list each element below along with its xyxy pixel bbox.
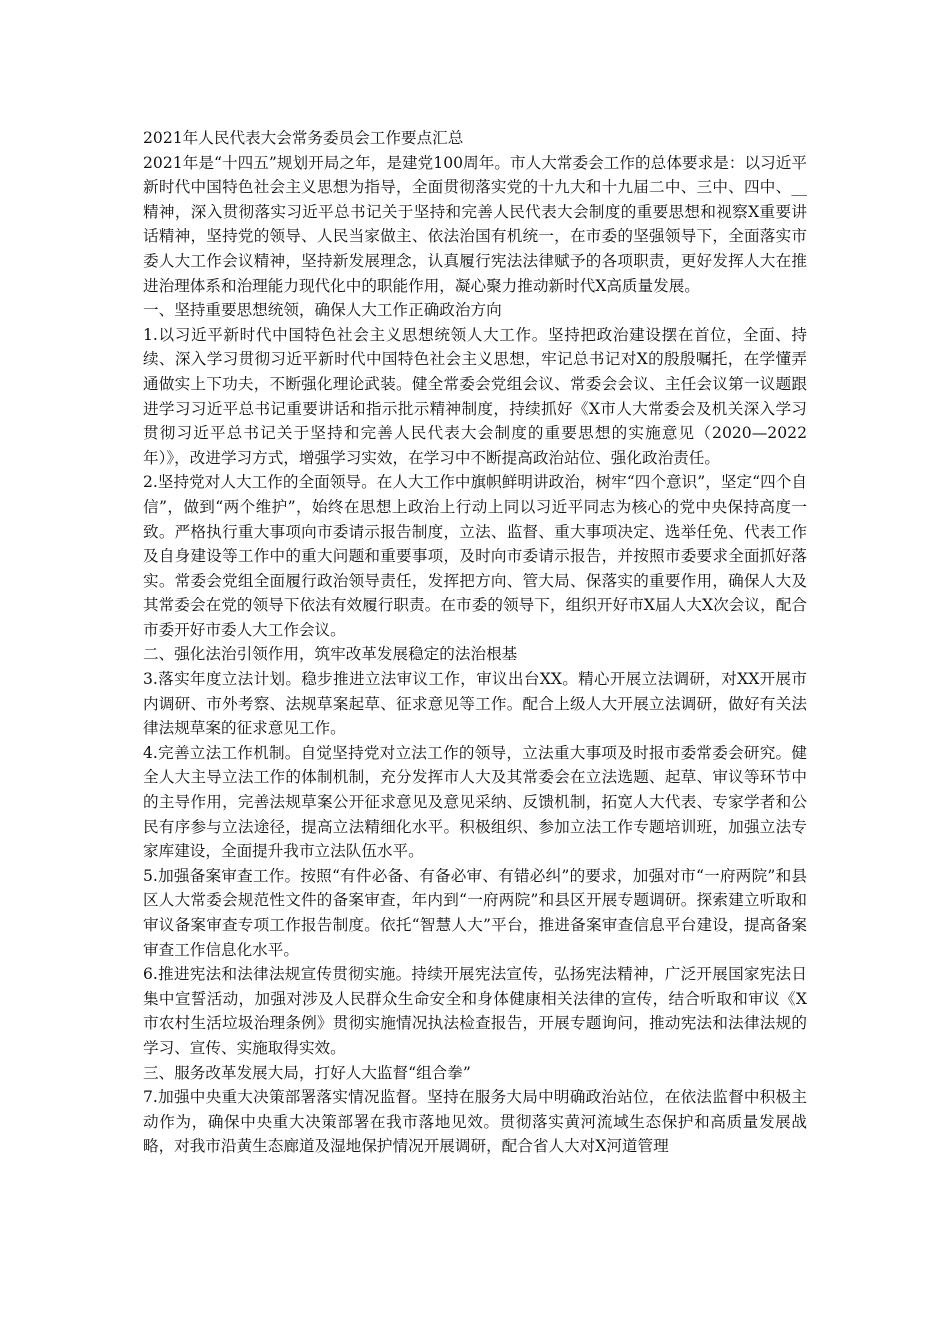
item-paragraph-2: 2.坚持党对人大工作的全面领导。在人大工作中旗帜鲜明讲政治，树牢“四个意识”，坚定“四个自信”，做到“两个维护”，始终在思想上政治上行动上同以习近平同志为核心的党中央保持高度一致。严格执行重大事项向市委请示报告制度，立法、监督、重大事项决定、选举任免、代表工作及自身建设等工作中的重大问题和重要事项，及时向市委请示报告，并按照市委要求全面抓好落实。常委会党组全面履行政治领导责任，发挥把方向、管大局、保落实的重要作用，确保人大及其常委会在党的领导下依法有效履行职责。在市委的领导下，组织开好市X届人大X次会议，配合市委开好市委人大工作会议。 [143,473,807,639]
item-paragraph-3: 3.落实年度立法计划。稳步推进立法审议工作，审议出台XX。精心开展立法调研，对XX开展市内调研、市外考察、法规草案起草、征求意见等工作。配合上级人大开展立法调研，做好有关法律法规草案的征求意见工作。 [143,670,807,738]
section-heading-2: 二、强化法治引领作用，筑牢改革发展稳定的法治根基 [143,645,518,664]
section-heading-1: 一、坚持重要思想统领，确保人大工作正确政治方向 [143,301,502,320]
section-heading-3: 三、服务改革发展大局，打好人大监督“组合拳” [143,1063,471,1082]
document-body [143,126,807,1159]
intro-paragraph: 2021年是“十四五”规划开局之年，是建党100周年。市人大常委会工作的总体要求是：以习近平新时代中国特色社会主义思想为指导，全面贯彻落实党的十九大和十九届二中、三中、四中、__精神，深入贯彻落实习近平总书记关于坚持和完善人民代表大会制度的重要思想和视察X重要讲话精神，坚持党的领导、人民当家做主、依法治国有机统一，在市委的坚强领导下，全面落实市委人大工作会议精神，坚持新发展理念，认真履行宪法法律赋予的各项职责，更好发挥人大在推进治理体系和治理能力现代化中的职能作用，凝心聚力推动新时代X高质量发展。 [143,153,807,295]
document-title: 2021年人民代表大会常务委员会工作要点汇总 [143,129,464,147]
item-paragraph-6: 6.推进宪法和法律法规宣传贯彻实施。持续开展宪法宣传，弘扬宪法精神，广泛开展国家宪法日集中宣誓活动，加强对涉及人民群众生命安全和身体健康相关法律的宣传，结合听取和审议《X市农村生活垃圾治理条例》贯彻实施情况执法检查报告，开展专题询问，推动宪法和法律法规的学习、宣传、实施取得实效。 [143,965,807,1057]
item-paragraph-5: 5.加强备案审查工作。按照“有件必备、有备必审、有错必纠”的要求，加强对市“一府两院”和县区人大常委会规范性文件的备案审查，年内到“一府两院”和县区开展专题调研。探索建立听取和审议备案审查专项工作报告制度。依托“智慧人大”平台，推进备案审查信息平台建设，提高备案审查工作信息化水平。 [143,866,807,959]
item-paragraph-7: 7.加强中央重大决策部署落实情况监督。坚持在服务大局中明确政治站位，在依法监督中积极主动作为，确保中央重大决策部署在我市落地见效。贯彻落实黄河流域生态保护和高质量发展战略，对我市沿黄生态廊道及湿地保护情况开展调研，配合省人大对X河道管理 [143,1088,807,1156]
item-paragraph-1: 1.以习近平新时代中国特色社会主义思想统领人大工作。坚持把政治建设摆在首位，全面、持续、深入学习贯彻习近平新时代中国特色社会主义思想，牢记总书记对X的殷殷嘱托，在学懂弄通做实上下功夫，不断强化理论武装。健全常委会党组会议、常委会会议、主任会议第一议题跟进学习习近平总书记重要讲话和指示批示精神制度，持续抓好《X市人大常委会及机关深入学习贯彻习近平总书记关于坚持和完善人民代表大会制度的重要思想的实施意见（2020—2022年）》，改进学习方式，增强学习实效，在学习中不断提高政治站位、强化政治责任。 [143,325,807,467]
item-paragraph-4: 4.完善立法工作机制。自觉坚持党对立法工作的领导，立法重大事项及时报市委常委会研究。健全人大主导立法工作的体制机制，充分发挥市人大及其常委会在立法选题、起草、审议等环节中的主导作用，完善法规草案公开征求意见及意见采纳、反馈机制，拓宽人大代表、专家学者和公民有序参与立法途径，提高立法精细化水平。积极组织、参加立法工作专题培训班，加强立法专家库建设，全面提升我市立法队伍水平。 [143,743,807,861]
